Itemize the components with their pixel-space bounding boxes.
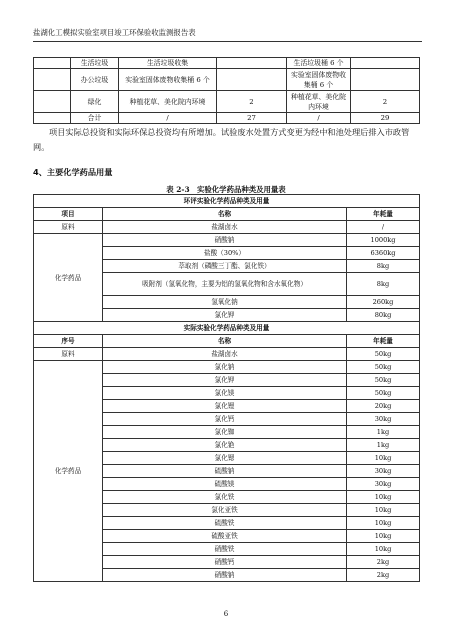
chemical-amount: 30kg: [347, 413, 420, 426]
table-row: [34, 234, 420, 247]
category-cell: 化学药品: [34, 361, 103, 582]
table-cell: [217, 58, 287, 69]
chemical-name: 氯化钙: [103, 413, 347, 426]
page-header: 盐湖化工模拟实验室项目竣工环保验收监测报告表: [33, 28, 196, 37]
paragraph-text: 项目实际总投资和实际环保总投资均有所增加。试验废水处置方式变更为经中和池处理后排入市政管网。: [33, 127, 410, 152]
chemical-name: 盐湖卤水: [103, 348, 347, 361]
table-cell: 生活垃圾收集: [119, 58, 217, 69]
table-caption: 表 2-3 实验化学药品种类及用量表: [166, 185, 286, 194]
chemical-amount: 2kg: [347, 556, 420, 569]
chemical-amount: 260kg: [347, 296, 420, 309]
table-row: [34, 69, 420, 91]
column-header: 年耗量: [347, 208, 420, 221]
table-cell: 合计: [71, 113, 119, 124]
chemical-amount: 1kg: [347, 439, 420, 452]
chemical-name: 萃取剂（磷酸三丁酯、氯化铁）: [103, 260, 347, 273]
chemical-name: 氯化钾: [103, 374, 347, 387]
table-cell: 29: [351, 113, 420, 124]
section-title-row: [34, 195, 420, 208]
chemical-name: 硝酸钠: [103, 569, 347, 582]
chemical-name: 吸附剂（氢氧化物，主要为铝的氢氧化物和含水氧化物）: [103, 273, 347, 296]
table-cell: 绿化: [71, 91, 119, 113]
table-cell: /: [287, 113, 351, 124]
table-cell: 种植花草、美化院内环境: [119, 91, 217, 113]
page-number: 6: [223, 610, 229, 618]
chemical-amount: 50kg: [347, 348, 420, 361]
chemical-name: 氯化镁: [103, 387, 347, 400]
section-title: 4、主要化学药品用量: [33, 167, 113, 177]
chemical-name: 硝酸钙: [103, 556, 347, 569]
chemical-amount: 10kg: [347, 504, 420, 517]
chemical-name: 氯化亚铁: [103, 504, 347, 517]
table-cell: 种植花草、美化院内环境: [287, 91, 351, 113]
section-title-row: [34, 322, 420, 335]
table-cell: [217, 69, 287, 91]
chemical-amount: 1kg: [347, 426, 420, 439]
chemical-amount: /: [347, 221, 420, 234]
table-cell: 实验室固体废物收集桶 6 个: [287, 69, 351, 91]
table-cell: 生活垃圾桶 6 个: [287, 58, 351, 69]
chemical-amount: 8kg: [347, 260, 420, 273]
chemical-amount: 10kg: [347, 452, 420, 465]
waste-facility-table: [33, 57, 420, 124]
column-header: 序号: [34, 335, 103, 348]
column-header: 项目: [34, 208, 103, 221]
table-cell: 办公垃圾: [71, 69, 119, 91]
section-heading: 环评实验化学药品种类及用量: [34, 195, 420, 208]
table-cell: 实验室固体废物收集桶 6 个: [119, 69, 217, 91]
chemical-name: 氯化铷: [103, 426, 347, 439]
table-cell: [34, 113, 71, 124]
chemical-name: 硫酸铁: [103, 517, 347, 530]
chemical-amount: 20kg: [347, 400, 420, 413]
chemical-name: 氯化钾: [103, 309, 347, 322]
table-cell: 生活垃圾: [71, 58, 119, 69]
chemical-amount: 30kg: [347, 478, 420, 491]
header-row: [34, 335, 420, 348]
chemical-amount: 50kg: [347, 374, 420, 387]
table-row: [34, 113, 420, 124]
table-cell: 2: [351, 91, 420, 113]
chemical-name: 氯化铯: [103, 439, 347, 452]
chemical-amount: 10kg: [347, 530, 420, 543]
chemical-amount: 2kg: [347, 569, 420, 582]
table-cell: [34, 58, 71, 69]
chemical-amount: 30kg: [347, 465, 420, 478]
table-row: [34, 348, 420, 361]
chemical-amount: 50kg: [347, 361, 420, 374]
column-header: 年耗量: [347, 335, 420, 348]
chemical-name: 氯化锂: [103, 400, 347, 413]
chemical-name: 盐酸（30%）: [103, 247, 347, 260]
chemical-name: 氯化锶: [103, 452, 347, 465]
column-header: 名称: [103, 335, 347, 348]
header-divider: [33, 41, 422, 42]
table-cell: [351, 69, 420, 91]
chemical-name: 硫酸镁: [103, 478, 347, 491]
chemical-amount: 6360kg: [347, 247, 420, 260]
table-cell: 2: [217, 91, 287, 113]
chemical-name: 氢氧化钠: [103, 296, 347, 309]
chemical-usage-table: [33, 194, 420, 582]
category-cell: 化学药品: [34, 234, 103, 322]
chemical-amount: 80kg: [347, 309, 420, 322]
table-row: [34, 361, 420, 374]
chemical-name: 氯化铁: [103, 491, 347, 504]
category-cell: 原料: [34, 348, 103, 361]
chemical-name: 硫酸钠: [103, 465, 347, 478]
column-header: 名称: [103, 208, 347, 221]
chemical-amount: 1000kg: [347, 234, 420, 247]
table-row: [34, 221, 420, 234]
chemical-name: 硝酸铁: [103, 543, 347, 556]
category-cell: 原料: [34, 221, 103, 234]
table-cell: [34, 91, 71, 113]
investment-paragraph: [33, 125, 422, 155]
table-cell: /: [119, 113, 217, 124]
chemical-name: 氯化钠: [103, 361, 347, 374]
chemical-amount: 10kg: [347, 517, 420, 530]
table-cell: 27: [217, 113, 287, 124]
chemical-name: 硝酸钠: [103, 234, 347, 247]
table-row: [34, 91, 420, 113]
chemical-name: 盐湖卤水: [103, 221, 347, 234]
table-cell: [351, 58, 420, 69]
chemical-name: 硫酸亚铁: [103, 530, 347, 543]
header-row: [34, 208, 420, 221]
table-row: [34, 58, 420, 69]
table-cell: [34, 69, 71, 91]
chemical-amount: 50kg: [347, 387, 420, 400]
section-heading: 实际实验化学药品种类及用量: [34, 322, 420, 335]
chemical-amount: 8kg: [347, 273, 420, 296]
chemical-amount: 10kg: [347, 491, 420, 504]
chemical-amount: 10kg: [347, 543, 420, 556]
